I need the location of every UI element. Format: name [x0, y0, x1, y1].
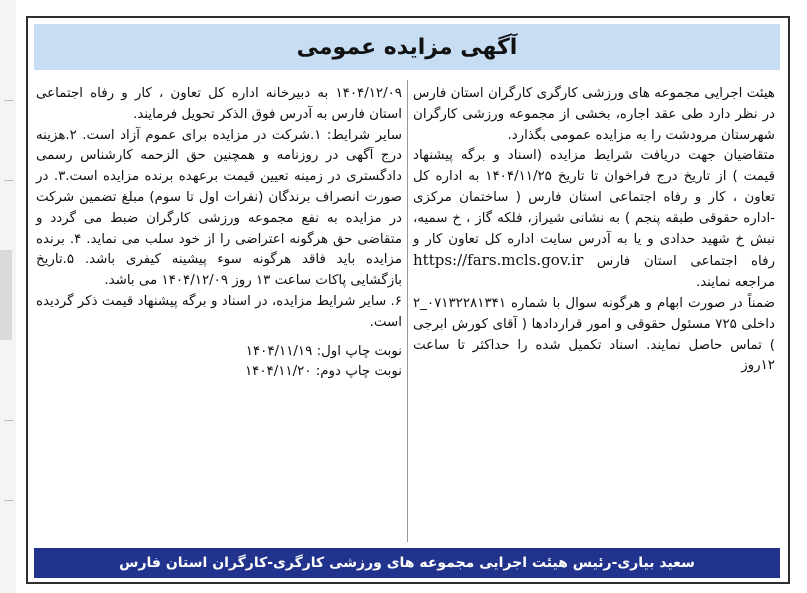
- intro-paragraph: هیئت اجرایی مجموعه های ورزشی کارگری کارگران استان فارس در نظر دارد طی عقد اجاره، بخشی از مجموعه ورزشی کارگران شهرستان مرودشت را به مزایده عمومی بگذارد.: [413, 86, 775, 143]
- first-print-date: نوبت چاپ اول: ۱۴۰۴/۱۱/۱۹: [245, 343, 402, 359]
- signature-text: سعید بیاری-رئیس هیئت اجرایی مجموعه های ورزشی کارگری-کارگران استان فارس: [119, 555, 695, 571]
- documents-paragraph: [413, 146, 775, 294]
- documents-text: متقاضیان جهت دریافت شرایط مزایده (اسناد و برگه پیشنهاد قیمت ) از تاریخ درج فراخوان تا تاریخ ۱۴۰۴/۱۱/۲۵ به اداره کل تعاون ، کار و رفاه اجتماعی استان فارس ( ساختمان مرکزی -اداره حقوقی طبقه پنجم ) به نشانی شیراز، فلکه گاز ، خ سمیه، نبش خ شهید حدادی و یا به آدرس سایت اداره کل تعاون کار و رفاه اجتماعی استان فارس: [413, 148, 775, 270]
- left-column: [36, 84, 402, 383]
- second-print-date: نوبت چاپ دوم: ۱۴۰۴/۱۱/۲۰: [244, 364, 402, 380]
- other-conditions-paragraph: ۶. سایر شرایط مزایده، در اسناد و برگه پیشنهاد قیمت ذکر گردیده است.: [36, 293, 402, 330]
- right-column: [413, 84, 775, 377]
- title-banner: [34, 24, 780, 70]
- signature-banner: [34, 548, 780, 578]
- column-divider: [407, 80, 408, 542]
- contact-paragraph: ضمناً در صورت ابهام و هرگونه سوال با شماره ۰۷۱۳۲۲۸۱۳۴۱_۲ داخلی ۷۲۵ مسئول حقوقی و امور قراردادها ( آقای کورش ابرجی ) تماس حاصل نمایند. اسناد تکمیل شده را حداکثر تا ساعت ۱۲روز: [413, 295, 775, 374]
- conditions-paragraph: سایر شرایط: ۱.شرکت در مزایده برای عموم آزاد است. ۲.هزینه درج آگهی در روزنامه و همچنین حق الزحمه کارشناس رسمی دادگستری در زمینه تعیین قیمت برعهده برنده مزایده است.۳. در صورت انصراف برندگان (نفرات اول تا سوم) مبلغ تضمین شرکت در مزایده به نفع مجموعه ورزشی کارگران ضبط می گردد و متقاضی حق هرگونه اعتراضی را از خود سلب می نماید. ۴. برنده مزایده باید فاقد هرگونه سوء پیشینه کیفری باشد. ۵.تاریخ بازگشایی پاکات ساعت ۱۳ روز ۱۴۰۴/۱۲/۰۹ می باشد.: [36, 127, 402, 289]
- ad-title: آگهی مزایده عمومی: [296, 34, 518, 60]
- scan-left-edge: [0, 0, 16, 593]
- deadline-paragraph: ۱۴۰۴/۱۲/۰۹ به دبیرخانه اداره کل تعاون ، کار و رفاه اجتماعی استان فارس به آدرس فوق الذکر تحویل فرمایند.: [36, 86, 402, 122]
- ad-frame: [26, 16, 790, 584]
- website-link[interactable]: https://fars.mcls.gov.ir: [413, 251, 584, 270]
- documents-end: مراجعه نمایند.: [695, 275, 775, 291]
